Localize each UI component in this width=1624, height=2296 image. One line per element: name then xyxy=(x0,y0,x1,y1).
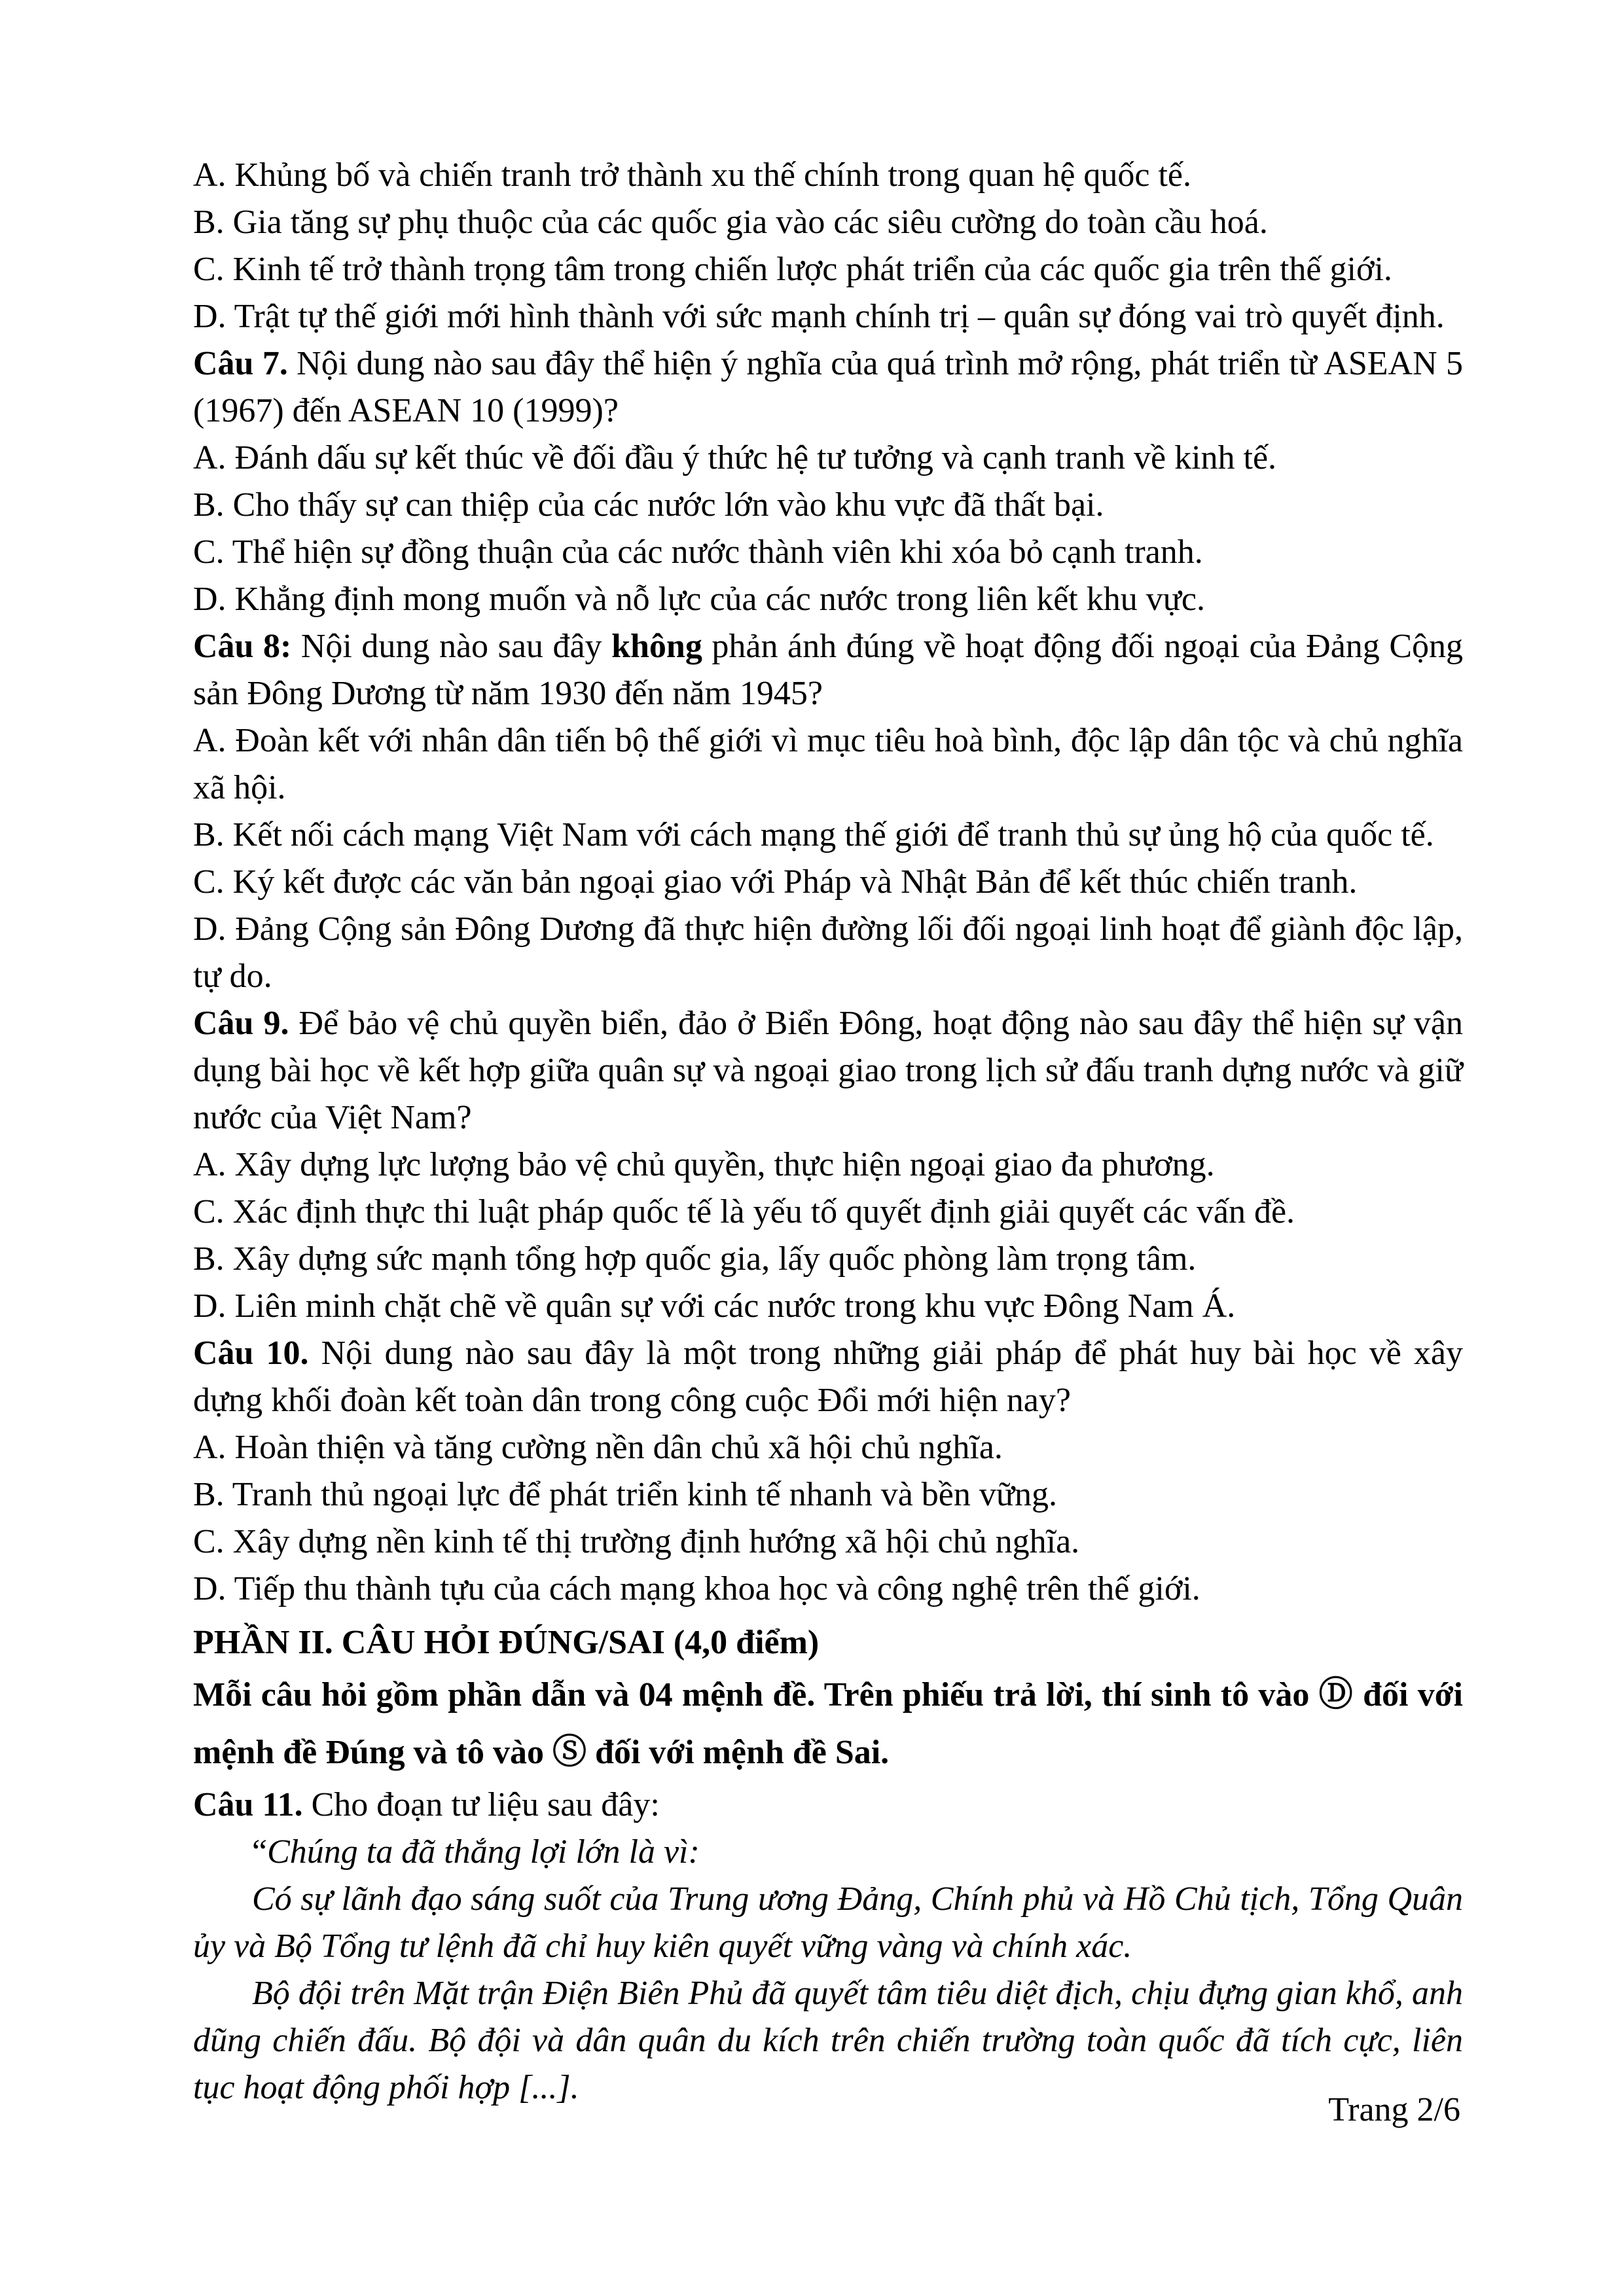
q8-option-c: C. Ký kết được các văn bản ngoại giao với Pháp và Nhật Bản để kết thúc chiến tranh. xyxy=(193,863,1358,901)
q9-option-b: B. Xây dựng sức mạnh tổng hợp quốc gia, lấy quốc phòng làm trọng tâm. xyxy=(193,1240,1197,1278)
q8-bold-word: không xyxy=(611,628,702,665)
q7-option-c: C. Thể hiện sự đồng thuận của các nước thành viên khi xóa bỏ cạnh tranh. xyxy=(193,533,1203,571)
q8-stem xyxy=(193,623,1463,717)
q10-text: Nội dung nào sau đây là một trong những giải pháp để phát huy bài học về xây dựng khối đoàn kết toàn dân trong công cuộc Đổi mới hiện nay? xyxy=(193,1335,1463,1419)
circled-d-icon: Ⓓ xyxy=(1318,1676,1354,1713)
q11-label: Câu 11. xyxy=(193,1786,303,1823)
q6-option-b: B. Gia tăng sự phụ thuộc của các quốc gia vào các siêu cường do toàn cầu hoá. xyxy=(193,204,1268,241)
q6-option-d: D. Trật tự thế giới mới hình thành với sức mạnh chính trị – quân sự đóng vai trò quyết định. xyxy=(193,298,1445,335)
q10-option-c: C. Xây dựng nền kinh tế thị trường định hướng xã hội chủ nghĩa. xyxy=(193,1523,1080,1560)
q9-option-c: C. Xác định thực thi luật pháp quốc tế là yếu tố quyết định giải quyết các vấn đề. xyxy=(193,1193,1295,1230)
q8-text-after: phản ánh đúng về hoạt động đối ngoại của Đảng Cộng sản Đông Dương từ năm 1930 đến năm 1945? xyxy=(193,628,1464,712)
q11-quote-intro xyxy=(193,1829,1463,1876)
part2-instruction-3: đối với mệnh đề Sai. xyxy=(586,1734,890,1771)
q8-option-a: A. Đoàn kết với nhân dân tiến bộ thế giới vì mục tiêu hoà bình, độc lập dân tộc và chủ nghĩa xã hội. xyxy=(193,722,1463,806)
q8-option-b: B. Kết nối cách mạng Việt Nam với cách mạng thế giới để tranh thủ sự ủng hộ của quốc tế. xyxy=(193,816,1434,853)
q11-quote-line1: Chúng ta đã thắng lợi lớn là vì: xyxy=(267,1833,700,1871)
q11-quote-paragraph-2: Bộ đội trên Mặt trận Điện Biên Phủ đã quyết tâm tiêu diệt địch, chịu đựng gian khổ, anh dũng chiến đấu. Bộ đội và dân quân du kích trên chiến trường toàn quốc đã tích cực, liên tục hoạt động phối hợp [...]. xyxy=(193,1975,1463,2106)
q7-stem xyxy=(193,340,1463,435)
q7-option-d: D. Khẳng định mong muốn và nỗ lực của các nước trong liên kết khu vực. xyxy=(193,581,1206,618)
q7-text: Nội dung nào sau đây thể hiện ý nghĩa của quá trình mở rộng, phát triển từ ASEAN 5 (1967) đến ASEAN 10 (1999)? xyxy=(193,345,1463,429)
q10-stem xyxy=(193,1330,1463,1424)
q6-option-c: C. Kinh tế trở thành trọng tâm trong chiến lược phát triển của các quốc gia trên thế giới. xyxy=(193,251,1392,288)
q8-label: Câu 8: xyxy=(193,628,292,665)
page-content xyxy=(193,152,1463,2111)
part2-instruction-2: đối với mệnh đề Đúng và tô vào xyxy=(193,1676,1463,1771)
q10-option-a: A. Hoàn thiện và tăng cường nền dân chủ xã hội chủ nghĩa. xyxy=(193,1429,1003,1466)
circled-s-icon: Ⓢ xyxy=(552,1734,586,1771)
q7-label: Câu 7. xyxy=(193,345,288,382)
part2-instruction xyxy=(193,1666,1463,1782)
q9-stem xyxy=(193,1000,1463,1141)
q11-quote-open: “ xyxy=(252,1833,268,1871)
q6-option-a: A. Khủng bố và chiến tranh trở thành xu thế chính trong quan hệ quốc tế. xyxy=(193,156,1192,194)
q10-option-d: D. Tiếp thu thành tựu của cách mạng khoa học và công nghệ trên thế giới. xyxy=(193,1570,1200,1607)
part2-instruction-1: Mỗi câu hỏi gồm phần dẫn và 04 mệnh đề. Trên phiếu trả lời, thí sinh tô vào xyxy=(193,1676,1319,1713)
q8-text-before: Nội dung nào sau đây xyxy=(291,628,612,665)
q9-option-d: D. Liên minh chặt chẽ về quân sự với các nước trong khu vực Đông Nam Á. xyxy=(193,1287,1236,1325)
q11-text: Cho đoạn tư liệu sau đây: xyxy=(302,1786,660,1823)
part2-title: PHẦN II. CÂU HỎI ĐÚNG/SAI (4,0 điểm) xyxy=(193,1624,820,1661)
q9-label: Câu 9. xyxy=(193,1005,289,1042)
q9-option-a: A. Xây dựng lực lượng bảo vệ chủ quyền, thực hiện ngoại giao đa phương. xyxy=(193,1146,1215,1183)
page-number: Trang 2/6 xyxy=(1328,2091,1460,2128)
q7-option-a: A. Đánh dấu sự kết thúc về đối đầu ý thức hệ tư tưởng và cạnh tranh về kinh tế. xyxy=(193,439,1277,476)
q10-option-b: B. Tranh thủ ngoại lực để phát triển kinh tế nhanh và bền vững. xyxy=(193,1476,1058,1513)
q9-text: Để bảo vệ chủ quyền biển, đảo ở Biển Đông, hoạt động nào sau đây thể hiện sự vận dụng bài học về kết hợp giữa quân sự và ngoại giao trong lịch sử đấu tranh dựng nước và giữ nước của Việt Nam? xyxy=(193,1005,1463,1136)
q8-option-d: D. Đảng Cộng sản Đông Dương đã thực hiện đường lối đối ngoại linh hoạt để giành độc lập, tự do. xyxy=(193,910,1463,995)
q10-label: Câu 10. xyxy=(193,1335,309,1372)
q7-option-b: B. Cho thấy sự can thiệp của các nước lớn vào khu vực đã thất bại. xyxy=(193,486,1104,524)
q11-quote-paragraph-1: Có sự lãnh đạo sáng suốt của Trung ương Đảng, Chính phủ và Hồ Chủ tịch, Tổng Quân ủy và Bộ Tổng tư lệnh đã chỉ huy kiên quyết vững vàng và chính xác. xyxy=(193,1880,1463,1965)
q11-stem xyxy=(193,1782,1463,1829)
